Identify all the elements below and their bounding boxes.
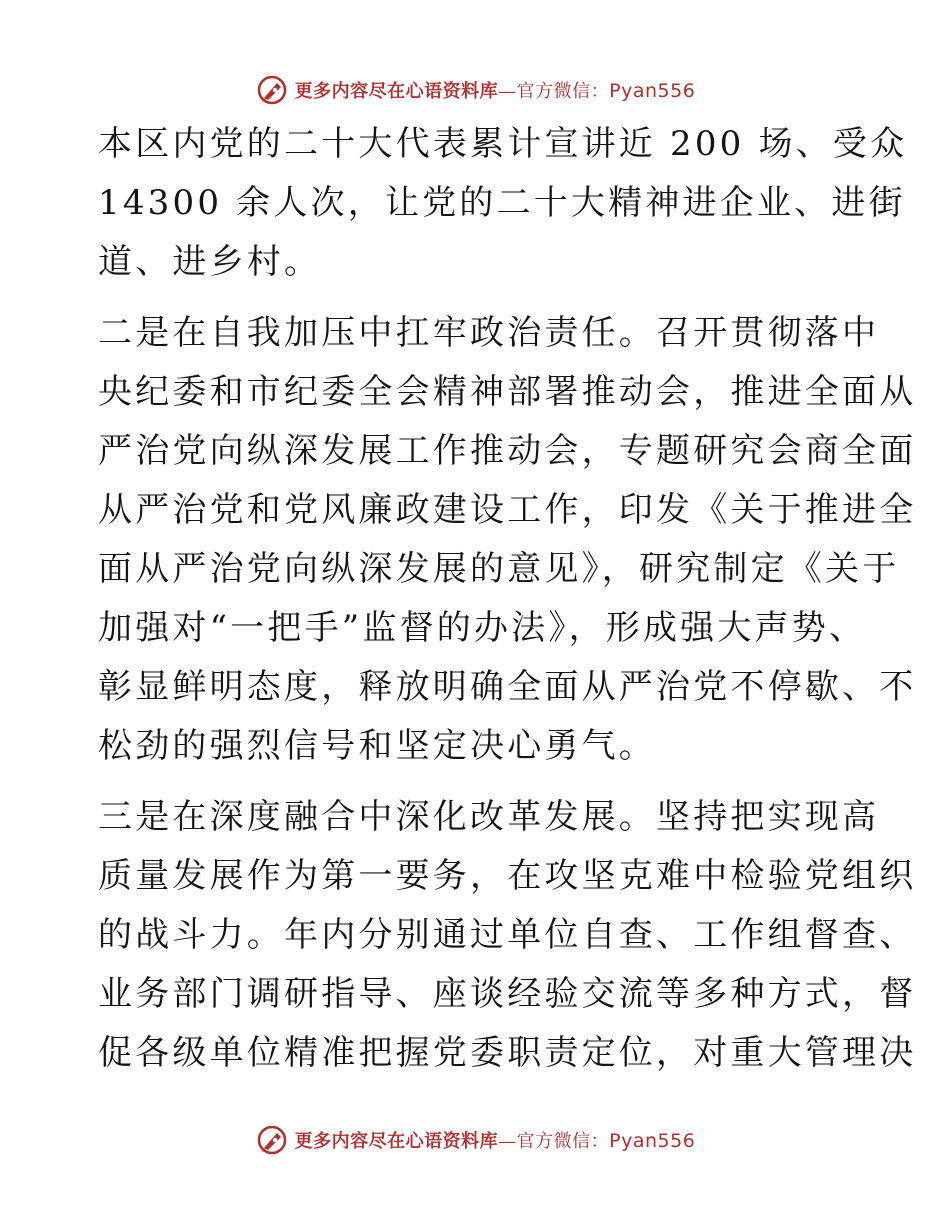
- watermark-account: Pyan556: [609, 1130, 696, 1152]
- text-line: 本区内党的二十大代表累计宣讲近 200 场、受众: [98, 124, 908, 164]
- text-line: 14300 余人次，让党的二十大精神进企业、进街: [98, 183, 906, 223]
- watermark-main: 更多内容尽在心语资料库: [294, 81, 499, 102]
- document-body: [98, 115, 917, 1095]
- text-line: 加强对“一把手”监督的办法》，形成强大声势、: [98, 608, 867, 648]
- paragraph-3: [98, 788, 917, 1083]
- text-line: 三是在深度融合中深化改革发展。坚持把实现高: [98, 797, 880, 837]
- text-line: 的战斗力。年内分别通过单位自查、工作组督查、: [98, 915, 917, 955]
- text-line: 面从严治党向纵深发展的意见》，研究制定《关于: [98, 549, 900, 589]
- watermark-wechat-label: 官方微信：: [516, 1131, 610, 1152]
- text-line: 松劲的强烈信号和坚定决心勇气。: [98, 726, 656, 766]
- pen-logo-icon: [255, 1123, 289, 1157]
- watermark-text: [295, 1127, 696, 1153]
- text-line: 二是在自我加压中扛牢政治责任。召开贯彻落中: [98, 313, 880, 353]
- watermark-separator: —: [498, 81, 517, 102]
- paragraph-2: [98, 304, 917, 776]
- watermark-wechat-label: 官方微信：: [516, 81, 610, 102]
- text-line: 从严治党和党风廉政建设工作，印发《关于推进全: [98, 490, 917, 530]
- pen-logo-icon: [255, 73, 289, 107]
- watermark-main: 更多内容尽在心语资料库: [294, 1131, 499, 1152]
- text-line: 彰显鲜明态度，释放明确全面从严治党不停歇、不: [98, 667, 917, 707]
- watermark-account: Pyan556: [609, 80, 696, 102]
- text-line: 促各级单位精准把握党委职责定位，对重大管理决: [98, 1033, 917, 1073]
- text-line: 质量发展作为第一要务，在攻坚克难中检验党组织: [98, 856, 917, 896]
- paragraph-1: [98, 115, 908, 292]
- text-line: 道、进乡村。: [98, 242, 322, 282]
- text-line: 央纪委和市纪委全会精神部署推动会，推进全面从: [98, 372, 917, 412]
- text-line: 严治党向纵深发展工作推动会，专题研究会商全面: [98, 431, 917, 471]
- watermark-footer: [0, 1118, 950, 1162]
- watermark-separator: —: [498, 1131, 517, 1152]
- watermark-header: [0, 68, 950, 112]
- text-line: 业务部门调研指导、座谈经验交流等多种方式，督: [98, 974, 917, 1014]
- watermark-text: [295, 77, 696, 103]
